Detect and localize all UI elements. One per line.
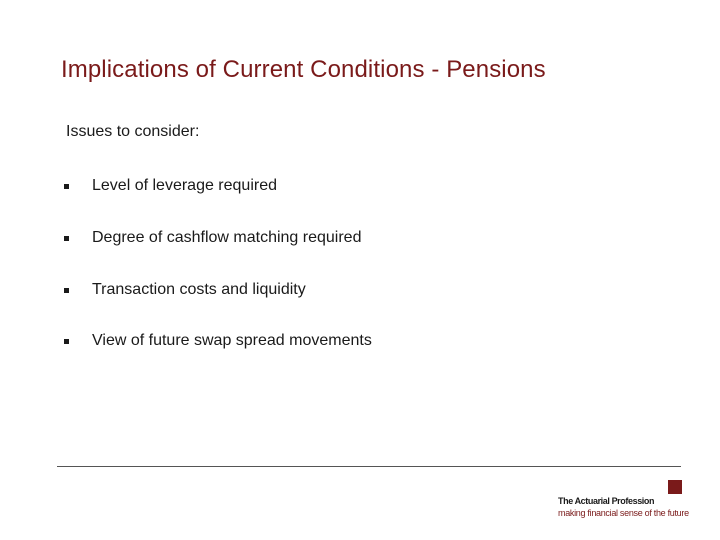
bullet-item bbox=[64, 175, 277, 197]
footer-divider bbox=[57, 466, 681, 467]
bullet-text: Degree of cashflow matching required bbox=[92, 229, 362, 246]
bullet-item bbox=[64, 227, 361, 249]
logo-tagline: making financial sense of the future bbox=[558, 508, 689, 518]
bullet-text: View of future swap spread movements bbox=[92, 332, 372, 349]
square-bullet-icon bbox=[64, 184, 69, 189]
bullet-item bbox=[64, 279, 306, 301]
square-bullet-icon bbox=[64, 236, 69, 241]
logo-square-icon bbox=[668, 480, 682, 494]
bullet-text: Level of leverage required bbox=[92, 177, 278, 194]
logo bbox=[556, 480, 706, 520]
slide-title: Implications of Current Conditions - Pensions bbox=[61, 56, 546, 83]
bullet-item bbox=[64, 330, 372, 352]
intro-text: Issues to consider: bbox=[66, 123, 200, 140]
square-bullet-icon bbox=[64, 288, 69, 293]
bullet-text: Transaction costs and liquidity bbox=[92, 281, 306, 298]
square-bullet-icon bbox=[64, 339, 69, 344]
logo-name: The Actuarial Profession bbox=[558, 496, 655, 506]
